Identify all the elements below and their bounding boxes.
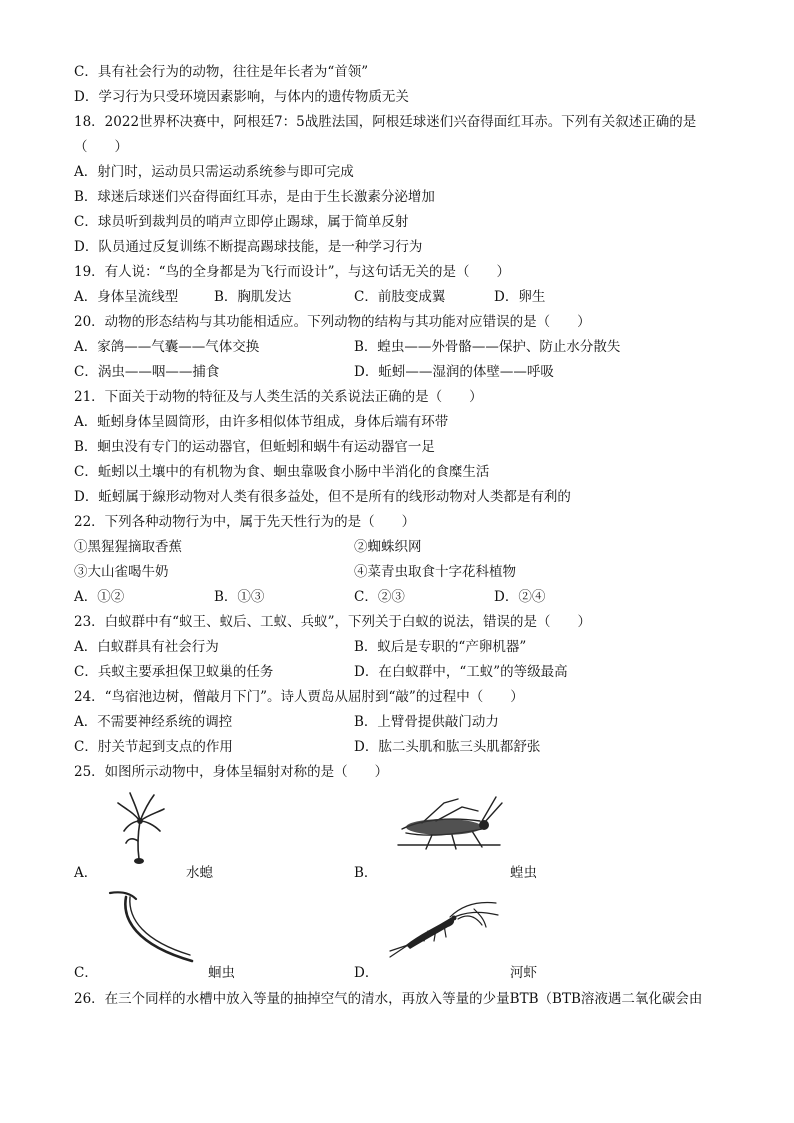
- q22-items-row1: [74, 535, 754, 560]
- q20-option-c: C．涡虫——咽——捕食: [74, 364, 220, 380]
- q21-option-d: D．蚯蚓属于線形动物对人类有很多益处，但不是所有的线形动物对人类都是有利的: [74, 489, 571, 505]
- q21-stem: 21．下面关于动物的特征及与人类生活的关系说法正确的是（ ）: [74, 389, 483, 405]
- q22-item-3: ③大山雀喝牛奶: [74, 564, 169, 580]
- q25-option-d: [354, 885, 634, 985]
- locust-image: [392, 793, 504, 853]
- q19-option-d: D．卵生: [494, 289, 546, 305]
- roundworm-image: [100, 889, 200, 967]
- q18-option-b: B．球迷后球迷们兴奋得面红耳赤，是由于生长激素分泌增加: [74, 189, 435, 205]
- q24-option-d: D．肱二头肌和肱三头肌都舒张: [354, 739, 541, 755]
- q23-options-row2: [74, 660, 754, 685]
- q23-options-row1: [74, 635, 754, 660]
- q22-option-a: A．①②: [74, 589, 125, 605]
- q21-option-a: A．蚯蚓身体呈圆筒形，由许多相似体节组成，身体后端有环带: [74, 414, 449, 430]
- q26-stem: 26．在三个同样的水槽中放入等量的抽掉空气的清水，再放入等量的少量BTB（BTB溶液遇二氧化碳会由: [74, 991, 703, 1007]
- q25-option-d-letter: D．: [354, 965, 379, 981]
- q20-stem: 20．动物的形态结构与其功能相适应。下列动物的结构与其功能对应错误的是（ ）: [74, 314, 591, 330]
- q25-option-c-name: 蛔虫: [208, 965, 235, 981]
- q22-option-d: D．②④: [494, 589, 546, 605]
- q18-option-d: D．队员通过反复训练不断提高踢球技能，是一种学习行为: [74, 239, 423, 255]
- q23-option-d: D．在白蚁群中，“工蚁”的等级最高: [354, 664, 568, 680]
- q22-options: [74, 585, 754, 610]
- q25-figures-row1: [74, 785, 754, 885]
- q25-option-b-letter: B．: [354, 865, 378, 881]
- q19-option-a: A．身体呈流线型: [74, 289, 179, 305]
- q18-paren: （ ）: [74, 139, 128, 155]
- q17-option-d: D．学习行为只受环境因素影响，与体内的遗传物质无关: [74, 89, 409, 105]
- q22-item-4: ④菜青虫取食十字花科植物: [354, 564, 516, 580]
- q18-option-a: A．射门时，运动员只需运动系统参与即可完成: [74, 164, 354, 180]
- q21-option-c: C．蚯蚓以土壤中的有机物为食、蛔虫靠吸食小肠中半消化的食糜生活: [74, 464, 490, 480]
- hydra-image: [104, 785, 174, 867]
- q24-option-c: C．肘关节起到支点的作用: [74, 739, 233, 755]
- q24-options-row2: [74, 735, 754, 760]
- q18-option-c: C．球员听到裁判员的哨声立即停止踢球，属于简单反射: [74, 214, 409, 230]
- q21-option-b: B．蛔虫没有专门的运动器官，但蚯蚓和蜗牛有运动器官一足: [74, 439, 435, 455]
- q23-stem: 23．白蚁群中有“蚁王、蚁后、工蚁、兵蚁”，下列关于白蚁的说法，错误的是（ ）: [74, 614, 591, 630]
- q25-option-c: [74, 885, 354, 985]
- q25-option-d-name: 河虾: [510, 965, 537, 981]
- q25-figures-row2: [74, 885, 754, 985]
- q22-item-1: ①黑猩猩摘取香蕉: [74, 539, 182, 555]
- q22-option-b: B．①③: [214, 589, 265, 605]
- q25-option-a: [74, 785, 354, 885]
- q23-option-a: A．白蚁群具有社会行为: [74, 639, 219, 655]
- q23-option-c: C．兵蚁主要承担保卫蚁巢的任务: [74, 664, 274, 680]
- q20-options-row1: [74, 335, 754, 360]
- q25-option-b-name: 蝗虫: [510, 865, 537, 881]
- q24-options-row1: [74, 710, 754, 735]
- q22-item-2: ②蜘蛛织网: [354, 539, 422, 555]
- q22-stem: 22．下列各种动物行为中，属于先天性行为的是（ ）: [74, 514, 416, 530]
- exam-page: [74, 60, 754, 1012]
- q25-stem: 25．如图所示动物中，身体呈辐射对称的是（ ）: [74, 764, 389, 780]
- q19-stem: 19．有人说：“鸟的全身都是为飞行而设计”，与这句话无关的是（ ）: [74, 264, 510, 280]
- q24-option-a: A．不需要神经系统的调控: [74, 714, 233, 730]
- q19-option-c: C．前肢变成翼: [354, 289, 446, 305]
- q19-options: [74, 285, 754, 310]
- q25-option-b: [354, 785, 634, 885]
- q19-option-b: B．胸肌发达: [214, 289, 292, 305]
- q23-option-b: B．蚁后是专职的“产卵机器”: [354, 639, 527, 655]
- q20-option-b: B．蝗虫——外骨骼——保护、防止水分散失: [354, 339, 621, 355]
- q24-option-b: B．上臂骨提供敲门动力: [354, 714, 499, 730]
- q20-options-row2: [74, 360, 754, 385]
- q25-option-a-letter: A．: [74, 865, 98, 881]
- q24-stem: 24．“鸟宿池边树，僧敲月下门”。诗人贾岛从屈肘到“敲”的过程中（ ）: [74, 689, 524, 705]
- q25-option-c-letter: C．: [74, 965, 98, 981]
- q17-option-c: C．具有社会行为的动物，往往是年长者为“首领”: [74, 64, 369, 80]
- q22-option-c: C．②③: [354, 589, 405, 605]
- q25-option-a-name: 水螅: [186, 865, 213, 881]
- q20-option-a: A．家鸽——气囊——气体交换: [74, 339, 260, 355]
- shrimp-image: [388, 897, 504, 961]
- q18-stem: 18．2022世界杯决赛中，阿根廷7：5战胜法国，阿根廷球迷们兴奋得面红耳赤。下列有关叙述正确的是: [74, 114, 697, 130]
- q20-option-d: D．蚯蚓——湿润的体壁——呼吸: [354, 364, 554, 380]
- q22-items-row2: [74, 560, 754, 585]
